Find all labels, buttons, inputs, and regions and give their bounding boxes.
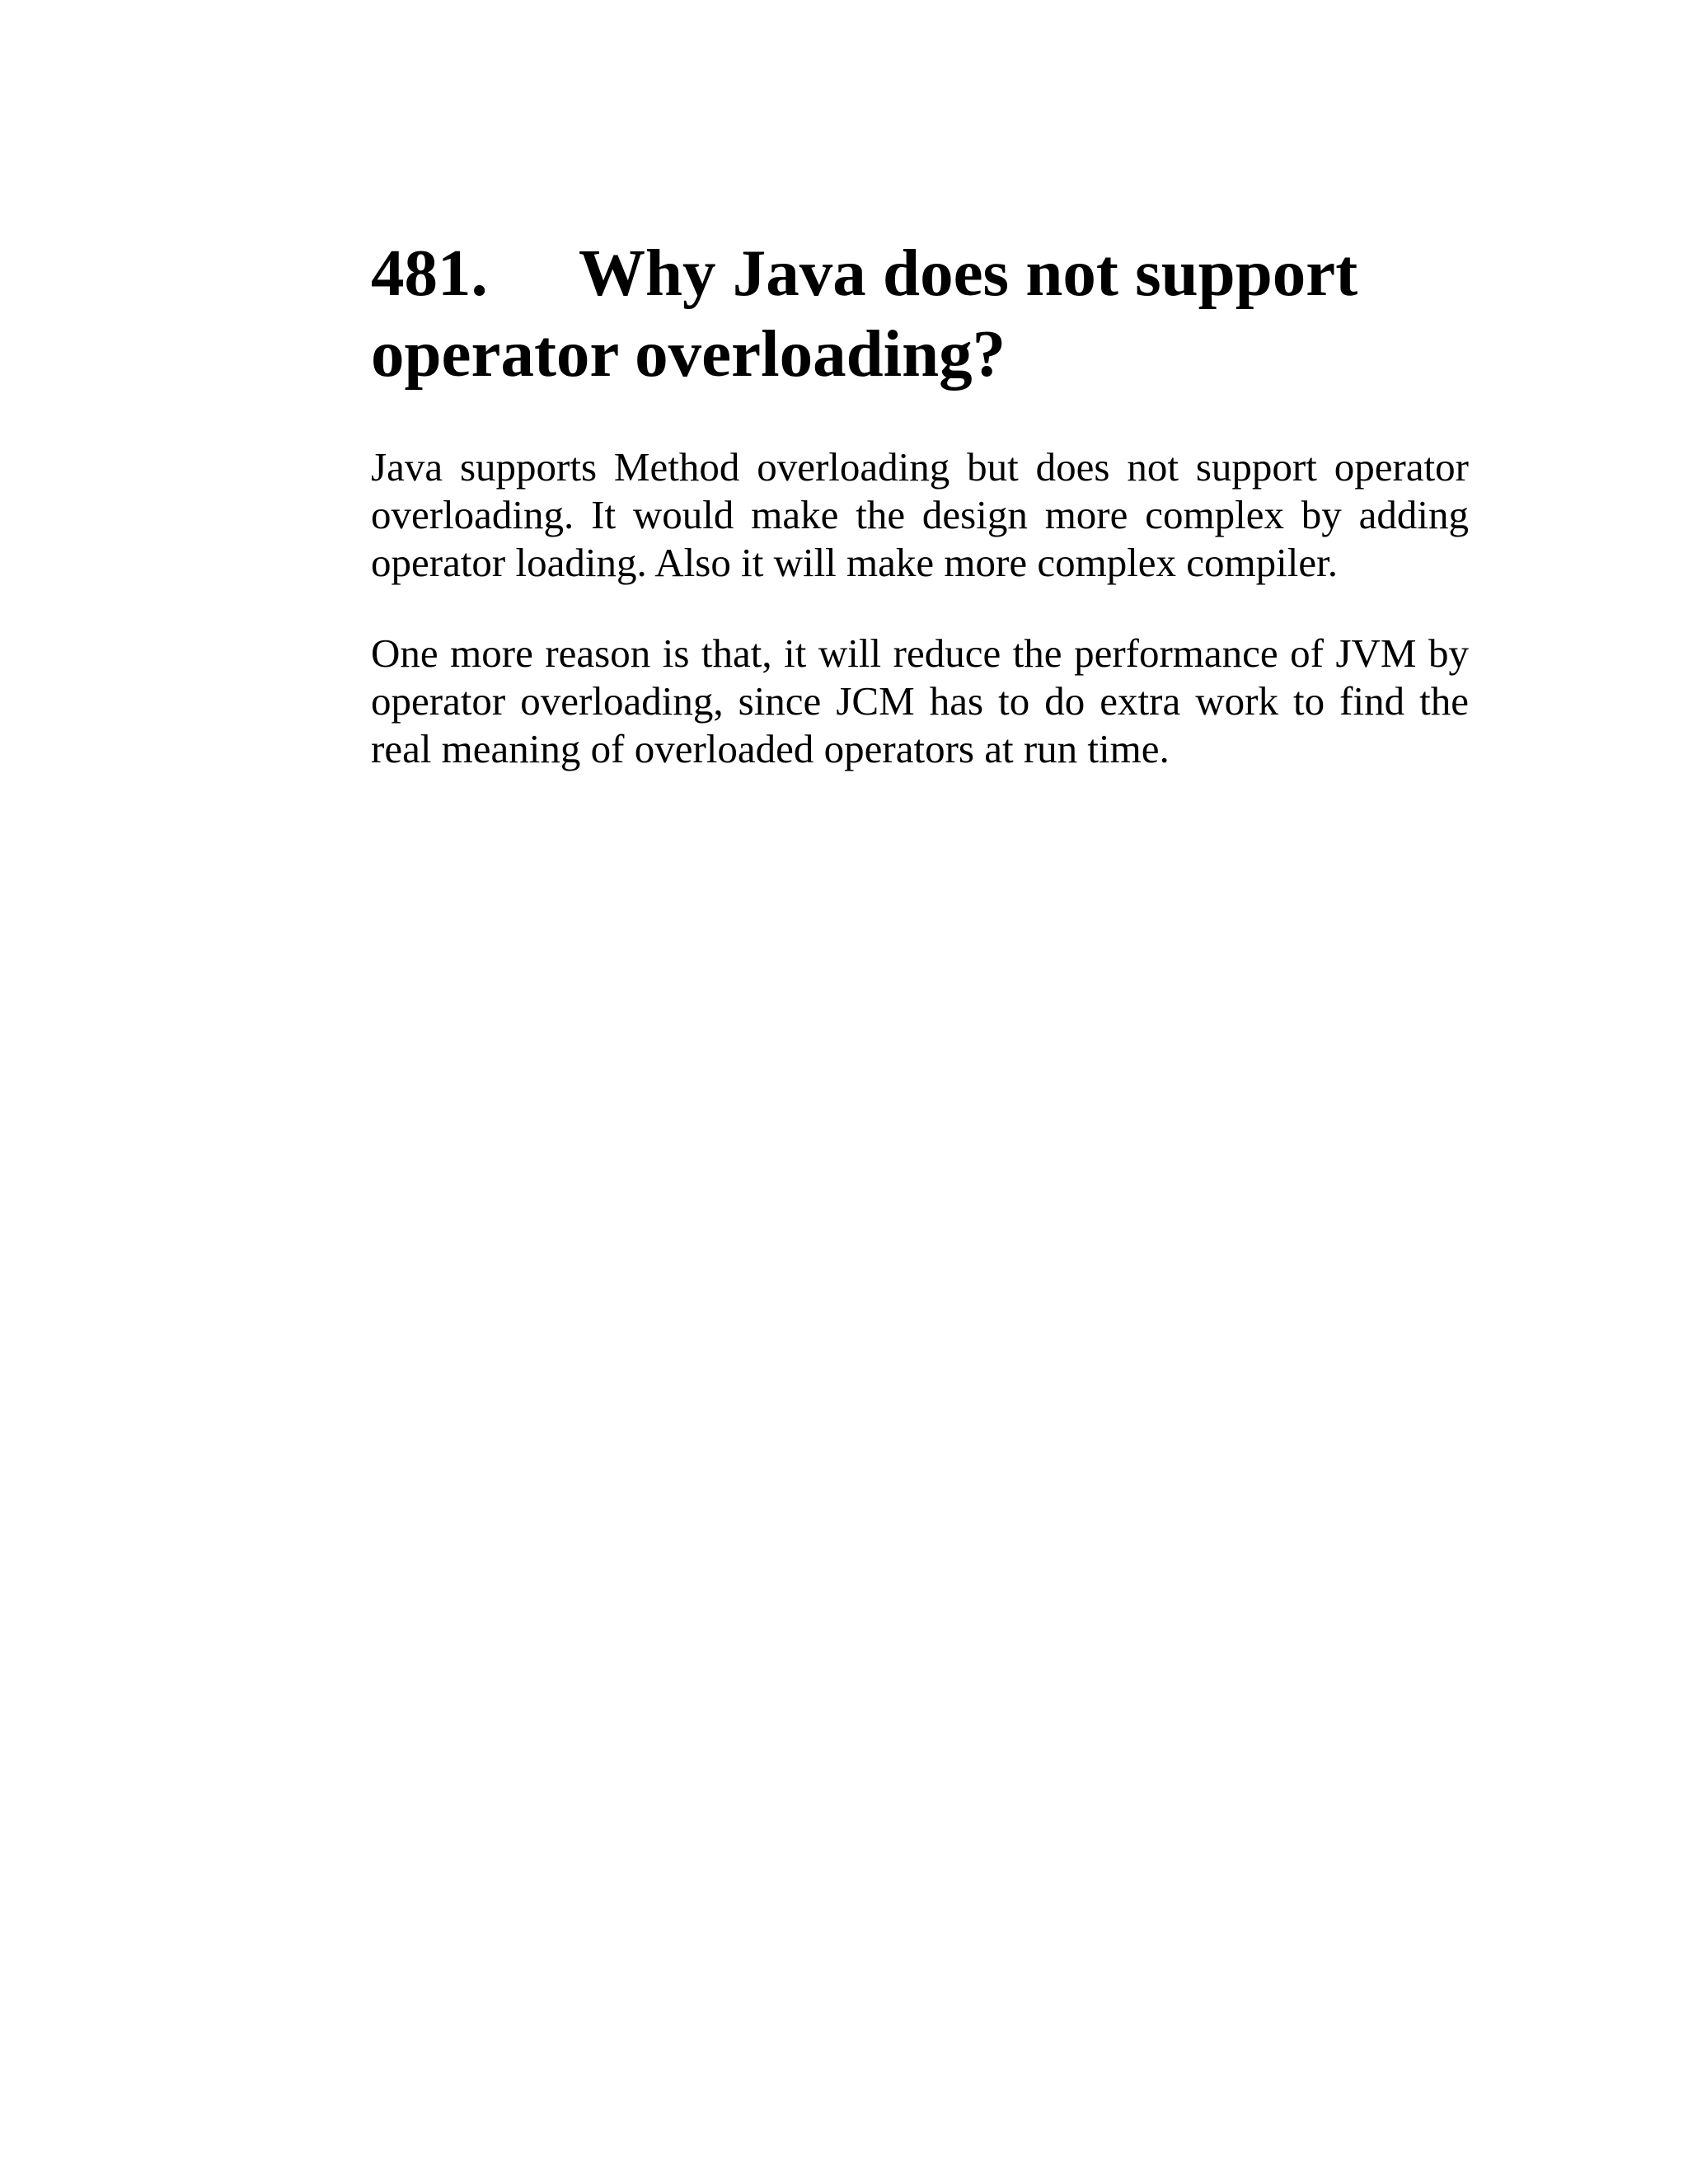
question-heading [371, 232, 1469, 394]
body-paragraph-2: One more reason is that, it will reduce the performance of JVM by operator overloading, since JCM has to do extra work to find the real meaning of overloaded operators at run time. [371, 630, 1469, 771]
document-page [371, 232, 1469, 773]
question-title: Why Java does not support operator overloading? [371, 236, 1358, 391]
body-paragraph-1: Java supports Method overloading but does not support operator overloading. It would make the design more complex by adding operator loading. Also it will make more complex compiler. [371, 444, 1469, 585]
question-number: 481. [371, 236, 488, 310]
